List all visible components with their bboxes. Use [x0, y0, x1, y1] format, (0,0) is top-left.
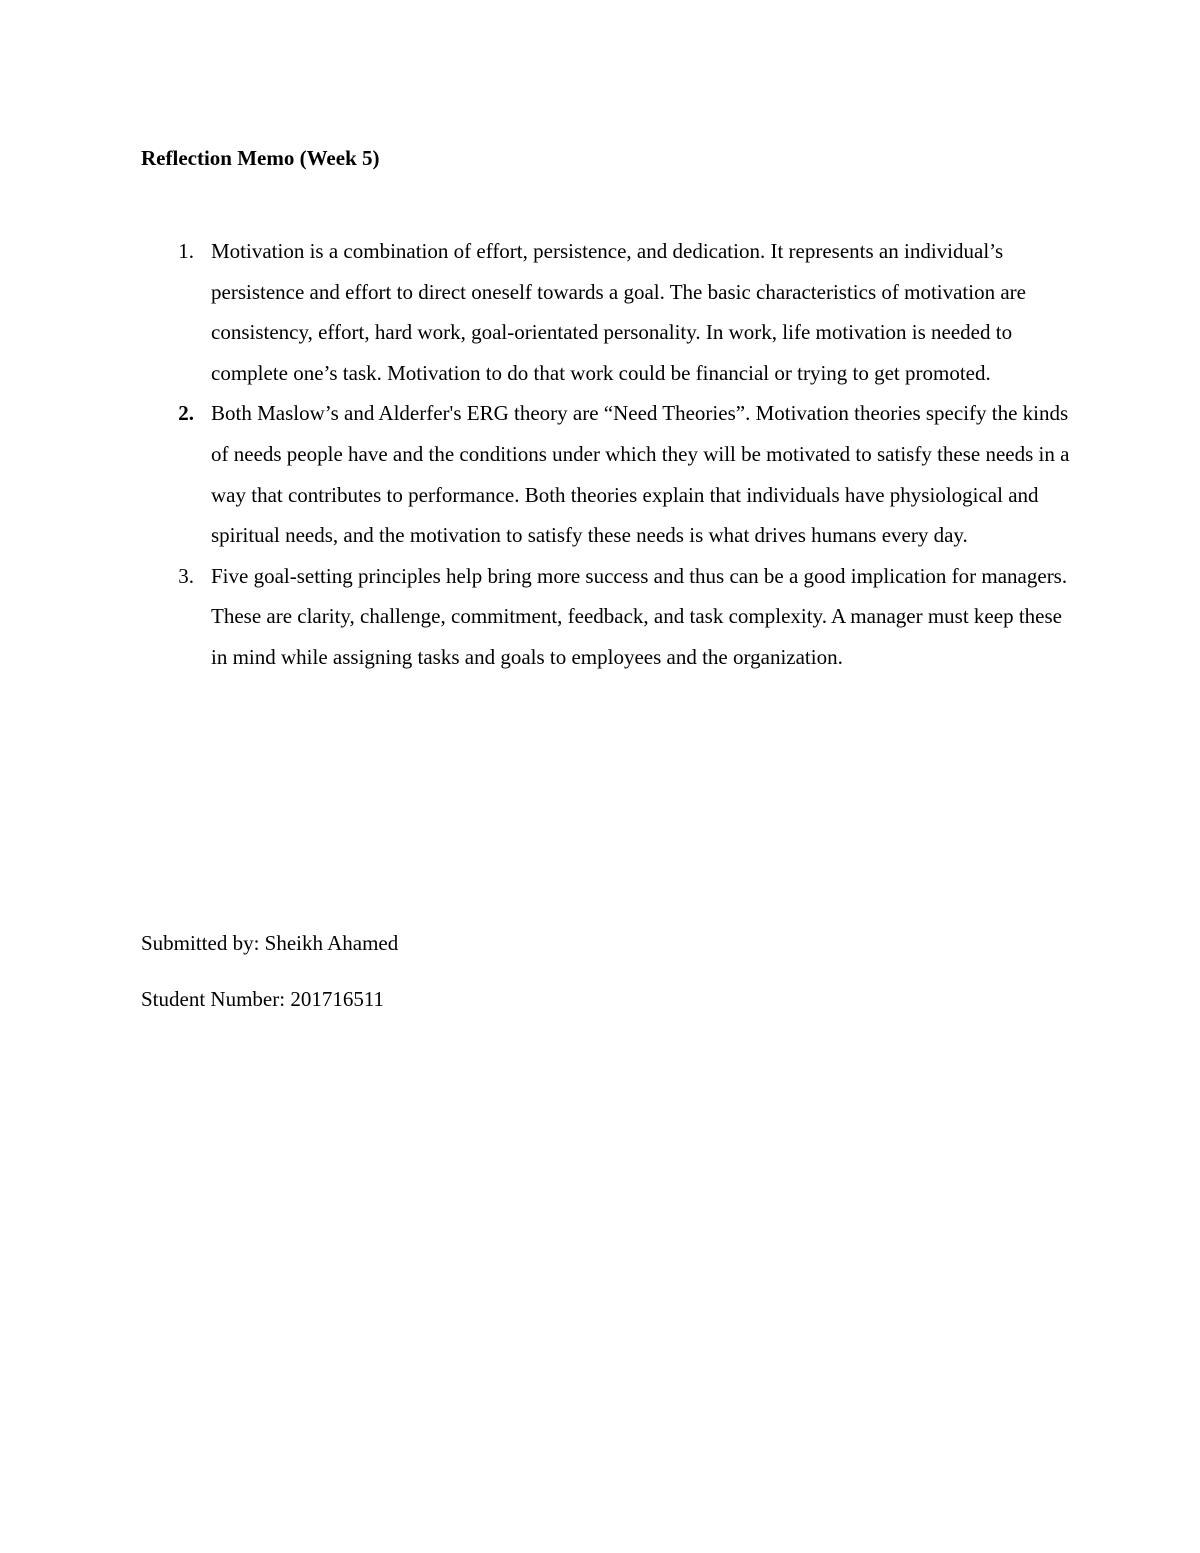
page-title: Reflection Memo (Week 5) [141, 146, 380, 170]
reflection-list [141, 231, 1071, 678]
student-number: Student Number: 201716511 [141, 987, 385, 1011]
list-item-number: 1. [178, 239, 194, 263]
submitted-by: Submitted by: Sheikh Ahamed [141, 931, 399, 955]
list-item-number: 3. [178, 563, 194, 588]
list-item [141, 231, 1071, 393]
list-item-text: Both Maslow’s and Alderfer's ERG theory are “Need Theories”. Motivation theories specify the kinds of needs people have and the conditions under which they will be motivated to satisfy these needs in a way that contributes to performance. Both theories explain that individuals have physiological and spiritual needs, and the motivation to satisfy these needs is what drives humans every day. [211, 401, 1070, 548]
list-item-text: Five goal-setting principles help bring more success and thus can be a good implication for managers. These are clarity, challenge, commitment, feedback, and task complexity. A manager must keep these in mind while assigning tasks and goals to employees and the organization. [211, 563, 1068, 669]
list-item-text: Motivation is a combination of effort, persistence, and dedication. It represents an individual’s persistence and effort to direct oneself towards a goal. The basic characteristics of motivation are consistency, effort, hard work, goal-orientated personality. In work, life motivation is needed to complete one’s task. Motivation to do that work could be financial or trying to get promoted. [211, 239, 1026, 385]
list-item [141, 393, 1071, 555]
list-item-number: 2. [178, 401, 194, 426]
list-item [141, 556, 1071, 678]
